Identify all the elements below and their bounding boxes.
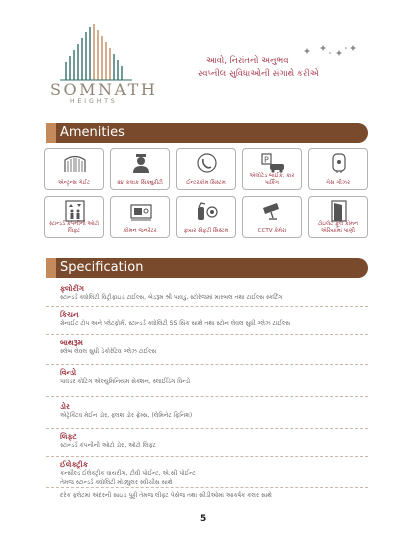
tagline — [198, 55, 388, 81]
amenity-card — [44, 196, 104, 238]
intercom-icon — [195, 152, 219, 174]
spec-text: પાવડર કોટિંગ એલ્યુમિનિયમ સેક્શન, સ્લાઈડિંગ વિન્ડો — [60, 378, 191, 385]
amenity-label: ઈન્ટરકોમ સિસ્ટમ — [186, 179, 226, 186]
generator-icon — [129, 200, 153, 222]
amenity-label: ટોઇલેટ ફૂલ કોમન એરિયામાં પાણી — [317, 221, 359, 234]
divider — [46, 487, 368, 488]
spec-text: સ્ટાન્ડર્ડ ક્વોલિટી વિટ્રીફાઇડ ટાઈલ્સ, બેડરૂમ શ્રી પાવડુ, સ્ટોરેજમાં મારબલ તથા ટાઈલ્સ સ્કર્ટિંગ — [60, 294, 283, 301]
amenity-label: કોમન જનરેટર — [123, 227, 157, 234]
header-accent — [46, 123, 56, 143]
spec-text: સ્ટાન્ડર્ડ કંપનીની ઓટો ડોર, ઓટો લિફ્ટ — [60, 442, 156, 449]
amenity-card — [176, 148, 236, 190]
spec-heading: ઈલેક્ટ્રીક — [60, 460, 88, 469]
amenity-card — [176, 196, 236, 238]
tagline-line-1: આવો, નિરાંતનો અનુભવ — [206, 56, 289, 66]
spec-heading: વિન્ડો — [60, 368, 77, 377]
specification-title: Specification — [60, 260, 144, 275]
divider — [46, 306, 368, 307]
amenity-label: ગેસ ગીઝર — [326, 179, 350, 186]
spec-text: એટ્રેક્ટિવ મેઈન ડોર, ફ્લશ ડોર ફ્રેમ્સ, (લેમિનેટ ફિનિશ) — [60, 412, 193, 419]
cctv-camera-icon — [261, 200, 285, 222]
divider — [46, 428, 368, 429]
amenity-card — [110, 148, 170, 190]
amenity-card — [242, 148, 302, 190]
divider — [46, 396, 368, 397]
spec-item — [60, 338, 370, 357]
amenity-card — [110, 196, 170, 238]
amenity-label: ફાયર સેફટી સિસ્ટમ — [183, 227, 229, 234]
amenity-label: ૨૪ કલાક સિક્યુરીટી — [117, 179, 163, 186]
spec-item — [60, 284, 370, 303]
spec-item — [60, 432, 370, 451]
amenity-card — [44, 148, 104, 190]
spec-item — [60, 460, 370, 487]
spec-item — [60, 368, 370, 387]
spec-footer-note: દરેક ફ્લેટમાં અંદરની સાઇડ પુટ્ટી તેમજ લીફ્ટ પેસેજ તથા સીડીઓમાં આકર્ષક કલર સાથે — [60, 492, 272, 499]
amenities-title: Amenities — [60, 125, 125, 140]
lift-icon — [63, 200, 87, 222]
spec-text: કન્સીલ્ડ ઈલેક્ટ્રીક વાયરીંગ, ટીવી પોઈન્ટ, એ.સી પોઈન્ટ — [60, 470, 196, 477]
spec-item — [60, 402, 370, 421]
spec-text: ગ્રેનાઈટ ટોપ અને પ્લેટફોર્મ, સ્ટાન્ડર્ડ ક્વોલિટી SS સિંક સાથે તથા સ્ટોન લેવલ સુધી ગ્લેઝ ટાઈલ્સ — [60, 320, 291, 327]
spec-text-continued: તેમજ સ્ટાન્ડર્ડ ક્વોલિટી મોડ્યુલર સ્વીચીસ સાથે — [60, 478, 173, 486]
door-icon — [327, 200, 351, 222]
amenity-card — [308, 196, 368, 238]
amenity-card — [242, 196, 302, 238]
specification-header — [46, 258, 368, 278]
page-number: 5 — [200, 514, 207, 524]
geyser-icon — [327, 152, 351, 174]
building-logo-icon — [56, 22, 140, 82]
brand-name: SOMNATH — [50, 80, 158, 99]
header-accent — [46, 258, 56, 278]
divider — [46, 364, 368, 365]
spec-item — [60, 310, 370, 329]
fire-safety-icon — [195, 200, 219, 222]
parking-icon — [261, 152, 285, 174]
amenity-label: CCTV કેમેરા — [257, 227, 287, 234]
amenity-label: એલોટેડ બાઈક, કાર પાર્કિંગ — [249, 173, 295, 186]
divider — [46, 334, 368, 335]
security-guard-icon — [129, 152, 153, 174]
svg-text:P: P — [264, 155, 269, 165]
spec-text: સ્લેબ લેવલ સુધી ડેકોરેટિવ ગ્લેઝ ટાઈલ્સ — [60, 348, 157, 355]
spec-heading: ફ્લોરીંગ — [60, 284, 85, 293]
brand-subtitle: HEIGHTS — [70, 98, 118, 105]
gate-icon — [63, 152, 87, 174]
spec-heading: બાથરૂમ — [60, 338, 83, 347]
amenities-header — [46, 123, 368, 143]
divider — [46, 456, 368, 457]
spec-heading: કિચન — [60, 310, 79, 319]
amenity-card — [308, 148, 368, 190]
amenity-label: એન્ટ્રન્સ ગેઈટ — [57, 179, 91, 186]
spec-heading: લિફ્ટ — [60, 432, 77, 441]
spec-heading: ડોર — [60, 402, 70, 411]
amenity-label: સ્ટાન્ડર્ડ કંપનીની ઓટો લિફ્ટ — [49, 221, 99, 234]
tagline-line-2: સ્વપ્નીલ સુવિધાઓની સંગાથે કરીએ — [198, 69, 319, 79]
